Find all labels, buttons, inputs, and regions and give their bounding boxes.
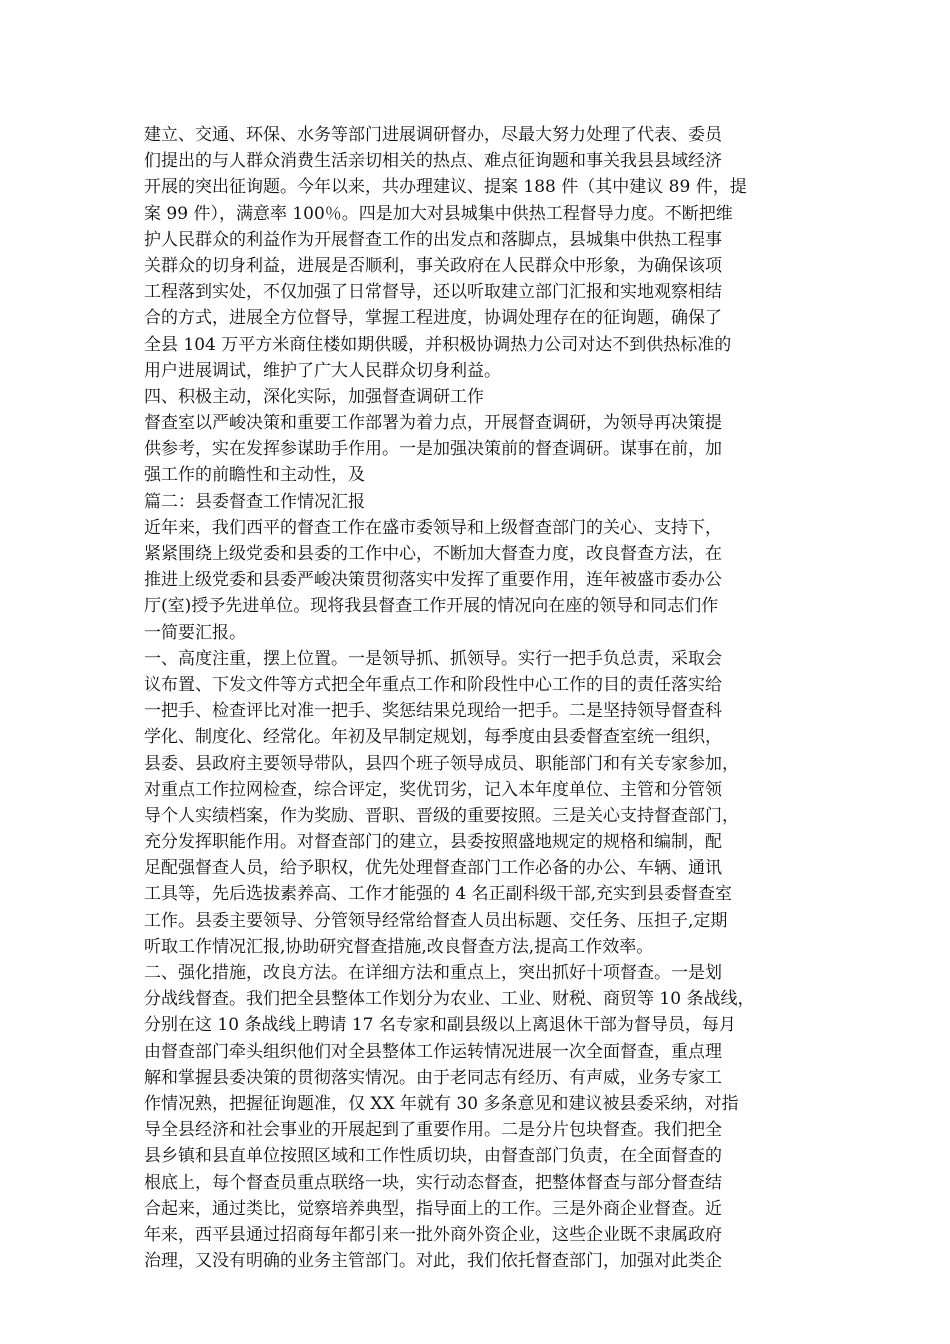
text-line: 合起来，通过类比，觉察培养典型，指导面上的工作。三是外商企业督查。近 <box>144 1198 722 1219</box>
text-line: 解和掌握县委决策的贯彻落实情况。由于老同志有经历、有声威，业务专家工 <box>144 1067 722 1088</box>
text-line: 导个人实绩档案，作为奖励、晋职、晋级的重要按照。三是关心支持督查部门， <box>144 805 739 826</box>
text-line: 建立、交通、环保、水务等部门进展调研督办，尽最大努力处理了代表、委员 <box>144 125 722 145</box>
text-line: 分别在这 10 条战线上聘请 17 名专家和副县级以上离退休干部为督导员，每月 <box>144 1015 736 1036</box>
text-line: 供参考，实在发挥参谋助手作用。一是加强决策前的督查调研。谋事在前，加 <box>144 439 722 460</box>
document-body <box>144 122 806 1274</box>
text-line: 强工作的前瞻性和主动性，及 <box>144 465 365 486</box>
text-line: 紧紧围绕上级党委和县委的工作中心，不断加大督查力度，改良督查方法，在 <box>144 544 722 564</box>
text-line: 县乡镇和县直单位按照区域和工作性质切块，由督查部门负责，在全面督查的 <box>144 1146 722 1167</box>
text-line: 开展的突出征询题。今年以来，共办理建议、提案 188 件（其中建议 89 件，提 <box>144 177 747 198</box>
text-line: 们提出的与人群众消费生活亲切相关的热点、难点征询题和事关我县县域经济 <box>144 151 722 172</box>
text-line: 推进上级党委和县委严峻决策贯彻落实中发挥了重要作用，连年被盛市委办公 <box>144 570 722 591</box>
text-line: 案 99 件），满意率 100％。四是加大对县城集中供热工程督导力度。不断把维 <box>144 203 733 224</box>
text-line: 一把手、检查评比对准一把手、奖惩结果兑现给一把手。二是坚持领导督查科 <box>144 701 722 722</box>
text-line: 一、高度注重，摆上位置。一是领导抓、抓领导。实行一把手负总责，采取会 <box>144 648 722 669</box>
text-line: 根底上，每个督查员重点联络一块，实行动态督查，把整体督查与部分督查结 <box>144 1172 722 1193</box>
text-line: 年来，西平县通过招商每年都引来一批外商外资企业，这些企业既不隶属政府 <box>144 1224 722 1245</box>
text-line: 近年来，我们西平的督查工作在盛市委领导和上级督查部门的关心、支持下， <box>144 517 722 538</box>
text-line: 县委、县政府主要领导带队，县四个班子领导成员、职能部门和有关专家参加， <box>144 753 739 774</box>
text-line: 学化、制度化、经常化。年初及早制定规划，每季度由县委督查室统一组织， <box>144 727 722 748</box>
text-line: 全县 104 万平方米商住楼如期供暖，并积极协调热力公司对达不到供热标准的 <box>144 334 732 355</box>
text-line: 由督查部门牵头组织他们对全县整体工作运转情况进展一次全面督查，重点理 <box>144 1041 722 1062</box>
text-line: 关群众的切身利益，进展是否顺利，事关政府在人民群众中形象，为确保该项 <box>144 255 722 276</box>
text-line: 导全县经济和社会事业的开展起到了重要作用。二是分片包块督查。我们把全 <box>144 1120 722 1141</box>
text-line: 议布置、下发文件等方式把全年重点工作和阶段性中心工作的目的责任落实给 <box>144 674 722 695</box>
text-line: 作情况熟，把握征询题准，仅 XX 年就有 30 多条意见和建议被县委采纳，对指 <box>144 1093 739 1114</box>
text-line: 足配强督查人员，给予职权，优先处理督查部门工作必备的办公、车辆、通讯 <box>144 858 722 879</box>
text-line: 分战线督查。我们把全县整体工作划分为农业、工业、财税、商贸等 10 条战线， <box>144 989 755 1010</box>
text-line: 厅(室)授予先进单位。现将我县督查工作开展的情况向在座的领导和同志们作 <box>144 596 719 617</box>
text-line: 二、强化措施，改良方法。在详细方法和重点上，突出抓好十项督查。一是划 <box>144 963 722 983</box>
text-line: 对重点工作拉网检查，综合评定，奖优罚劣，记入本年度单位、主管和分管领 <box>144 779 722 800</box>
text-line: 充分发挥职能作用。对督查部门的建立，县委按照盛地规定的规格和编制，配 <box>144 832 722 853</box>
text-line: 护人民群众的利益作为开展督查工作的出发点和落脚点，县城集中供热工程事 <box>144 229 722 250</box>
text-line: 合的方式，进展全方位督导，掌握工程进度，协调处理存在的征询题，确保了 <box>144 308 722 329</box>
text-line: 用户进展调试，维护了广大人民群众切身利益。 <box>144 360 501 381</box>
text-line: 治理，又没有明确的业务主管部门。对此，我们依托督查部门，加强对此类企 <box>144 1251 722 1272</box>
text-line: 工作。县委主要领导、分管领导经常给督查人员出标题、交任务、压担子,定期 <box>144 910 728 931</box>
text-line: 工程落到实处，不仅加强了日常督导，还以听取建立部门汇报和实地观察相结 <box>144 282 722 303</box>
text-line: 一简要汇报。 <box>144 622 246 643</box>
text-line: 工具等，先后选拔素养高、工作才能强的 4 名正副科级干部,充实到县委督查室 <box>144 884 733 905</box>
section-heading: 四、积极主动，深化实际，加强督查调研工作 <box>144 386 484 407</box>
chapter-heading: 篇二：县委督查工作情况汇报 <box>144 491 365 512</box>
text-line: 督查室以严峻决策和重要工作部署为着力点，开展督查调研，为领导再决策提 <box>144 413 722 434</box>
text-line: 听取工作情况汇报,协助研究督查措施,改良督查方法,提高工作效率。 <box>144 936 654 957</box>
